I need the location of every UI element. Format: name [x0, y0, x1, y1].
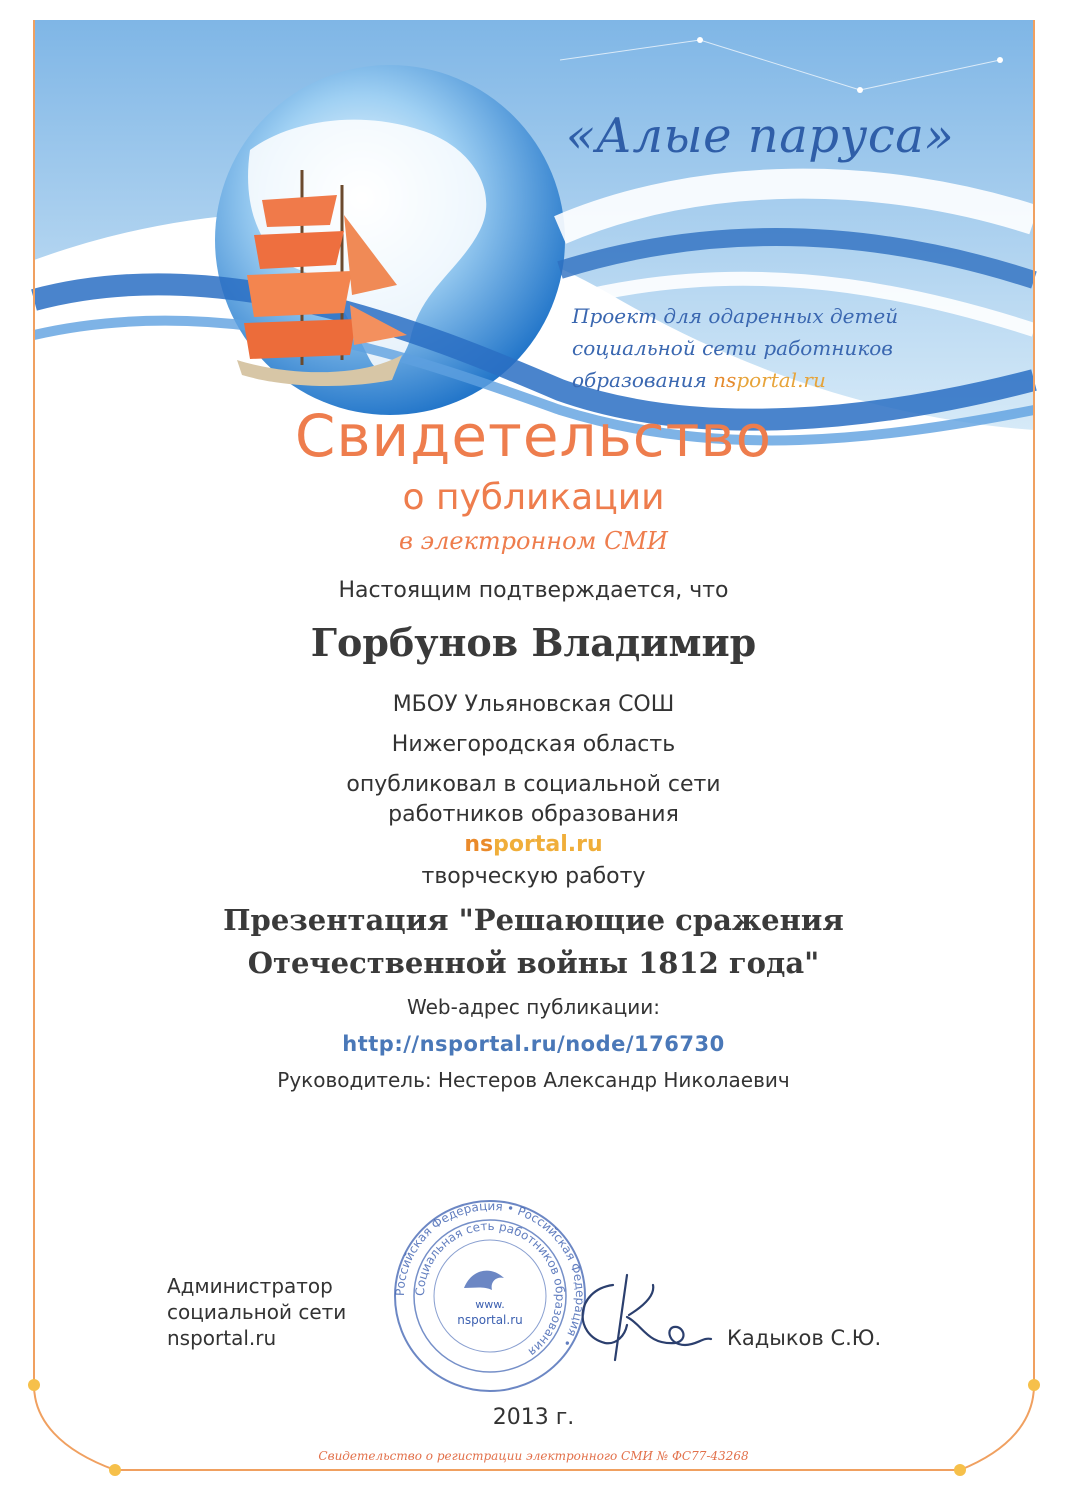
dove-icon [464, 1271, 504, 1290]
stamp-center-line-1: www. [475, 1298, 505, 1311]
admin-line-1: Администратор [167, 1274, 333, 1298]
issue-year: 2013 г. [492, 1405, 575, 1430]
sailing-ship-illustration [232, 165, 412, 390]
project-line-3 [572, 364, 932, 396]
project-slogan: «Алые паруса» [565, 108, 955, 164]
certificate-subtitle: о публикации [402, 477, 665, 518]
intro-text: Настоящим подтверждается, что [338, 578, 729, 603]
web-address-label: Web-адрес публикации: [407, 995, 660, 1019]
stamp-center-line-2: nsportal.ru [457, 1313, 523, 1327]
work-label: творческую работу [421, 864, 646, 889]
site-name-ns: ns [464, 832, 494, 857]
project-description [572, 300, 932, 396]
published-line-2: работников образования [388, 802, 679, 827]
web-address-link[interactable]: http://nsportal.ru/node/176730 [342, 1032, 725, 1056]
certificate-subtitle-media: в электронном СМИ [399, 527, 668, 555]
header-globe-background [0, 0, 1067, 470]
leader-line: Руководитель: Нестеров Александр Николаевич [277, 1068, 790, 1092]
signer-name: Кадыков С.Ю. [727, 1326, 882, 1350]
stamp-outer-text: Российская Федерация • Российская Федерация • [392, 1198, 588, 1350]
work-title-line-1: Презентация "Решающие сражения [223, 903, 844, 937]
project-line-2: социальной сети работников [572, 336, 893, 360]
admin-line-3: nsportal.ru [167, 1326, 277, 1350]
site-name-rest: portal.ru [493, 832, 603, 857]
recipient-name: Горбунов Владимир [310, 620, 757, 665]
project-line-3-prefix: образования [572, 368, 714, 392]
project-brand-rest: portal.ru [736, 368, 826, 392]
admin-line-2: социальной сети [167, 1300, 347, 1324]
stamp-inner-text: Социальная сеть работников образования [412, 1218, 568, 1360]
site-name [0, 832, 1067, 857]
administrator-block [167, 1273, 407, 1351]
handwritten-signature [555, 1265, 715, 1365]
certificate-title: Свидетельство [294, 402, 773, 470]
registration-note: Свидетельство о регистрации электронного СМИ № ФС77-43268 [318, 1449, 749, 1463]
school-name: МБОУ Ульяновская СОШ [392, 692, 675, 717]
project-line-1: Проект для одаренных детей [572, 304, 899, 328]
work-title-line-2: Отечественной войны 1812 года" [247, 946, 820, 980]
region-name: Нижегородская область [391, 732, 676, 757]
published-line-1: опубликовал в социальной сети [346, 772, 721, 797]
project-brand-ns: ns [713, 368, 737, 392]
